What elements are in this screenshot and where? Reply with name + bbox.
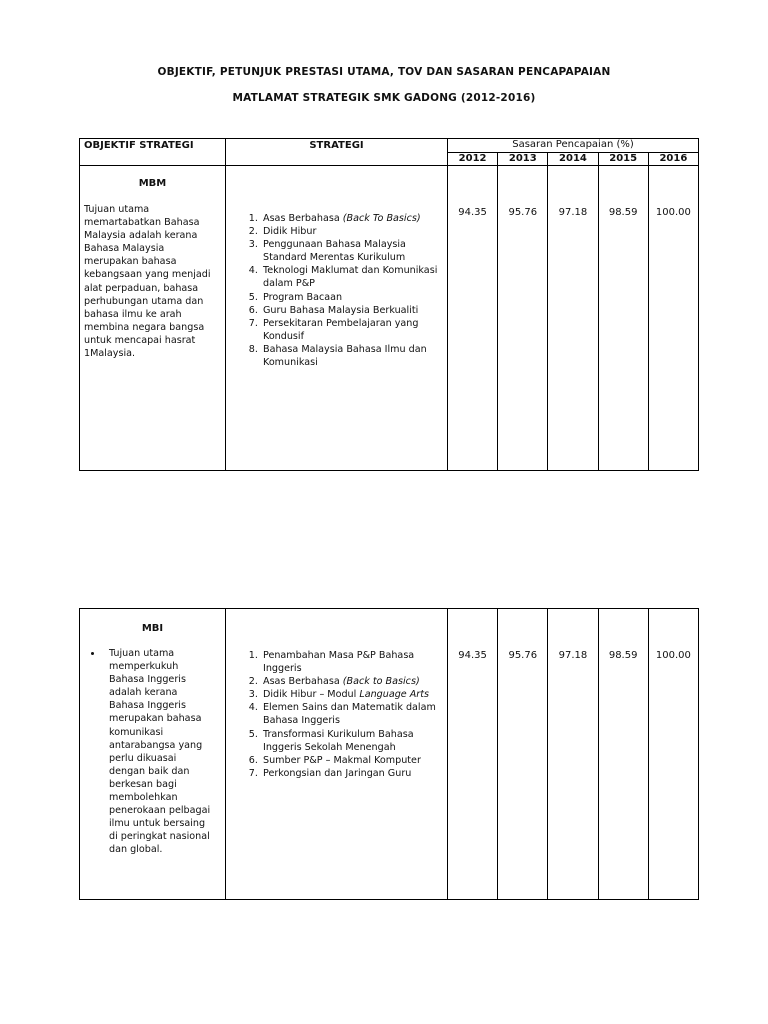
header-sasaran: Sasaran Pencapaian (%) [448,139,699,153]
mbm-target-2012: 94.35 [448,166,498,471]
mbm-strategy-cell [226,166,448,471]
strategy-item: 3. Penggunaan Bahasa Malaysia Standard Merentas Kurikulum [261,238,447,264]
header-objektif: OBJEKTIF STRATEGI [80,139,226,166]
mbi-heading: MBI [141,623,164,634]
strategy-item: 6. Sumber P&P – Makmal Komputer [261,754,447,767]
mbi-target-2015: 98.59 [598,609,648,900]
mbi-objective-cell [80,609,226,900]
strategy-item: 2. Didik Hibur [261,225,447,238]
strategy-item: 7. Persekitaran Pembelajaran yang Kondusif [261,317,447,343]
mbi-target-2016: 100.00 [648,609,698,900]
mbi-description: • Tujuan utama memperkukuh Bahasa Inggeris adalah kerana Bahasa Inggeris merupakan bahasa komunikasi antarabangsa yang perlu dikuasai dengan baik dan berkesan bagi membolehkan penerokaan pelbagai ilmu untuk bersaing di peringkat nasional dan global. [103,647,221,857]
mbm-heading: MBM [138,178,167,189]
mbm-target-2015: 98.59 [598,166,648,471]
mbm-target-2014: 97.18 [548,166,598,471]
document-title: OBJEKTIF, PETUNJUK PRESTASI UTAMA, TOV DAN SASARAN PENCAPAPAIAN [157,66,611,78]
strategy-item: 2. Asas Berbahasa (Back to Basics) [261,675,447,688]
mbm-objective-cell [80,166,226,471]
year-header: 2012 [448,153,498,166]
mbi-target-2013: 95.76 [498,609,548,900]
mbi-strategy-list [226,649,447,780]
strategy-item: 7. Perkongsian dan Jaringan Guru [261,767,447,780]
mbi-strategy-cell [226,609,448,900]
year-header: 2016 [648,153,698,166]
year-header: 2015 [598,153,648,166]
strategy-item: 5. Program Bacaan [261,291,447,304]
mbi-description-list [84,647,221,857]
mbm-strategy-list [226,212,447,369]
mbi-target-2012: 94.35 [448,609,498,900]
mbm-target-2016: 100.00 [648,166,698,471]
strategy-item: 1. Asas Berbahasa (Back To Basics) [261,212,447,225]
strategy-item: 3. Didik Hibur – Modul Language Arts [261,688,447,701]
mbm-table [79,138,699,471]
document-subtitle: MATLAMAT STRATEGIK SMK GADONG (2012-2016) [232,92,536,104]
mbi-table [79,608,699,900]
year-header: 2014 [548,153,598,166]
strategy-item: 4. Teknologi Maklumat dan Komunikasi dalam P&P [261,264,447,290]
header-strategi: STRATEGI [226,139,448,166]
strategy-item: 1. Penambahan Masa P&P Bahasa Inggeris [261,649,447,675]
strategy-item: 5. Transformasi Kurikulum Bahasa Inggeris Sekolah Menengah [261,728,447,754]
strategy-item: 8. Bahasa Malaysia Bahasa Ilmu dan Komunikasi [261,343,447,369]
mbm-target-2013: 95.76 [498,166,548,471]
mbi-target-2014: 97.18 [548,609,598,900]
mbm-description: Tujuan utama memartabatkan Bahasa Malaysia adalah kerana Bahasa Malaysia merupakan bahasa kebangsaan yang menjadi alat perpaduan, bahasa perhubungan utama dan bahasa ilmu ke arah membina negara bangsa untuk mencapai hasrat 1Malaysia. [84,204,211,360]
strategy-item: 6. Guru Bahasa Malaysia Berkualiti [261,304,447,317]
strategy-item: 4. Elemen Sains dan Matematik dalam Bahasa Inggeris [261,701,447,727]
year-header: 2013 [498,153,548,166]
